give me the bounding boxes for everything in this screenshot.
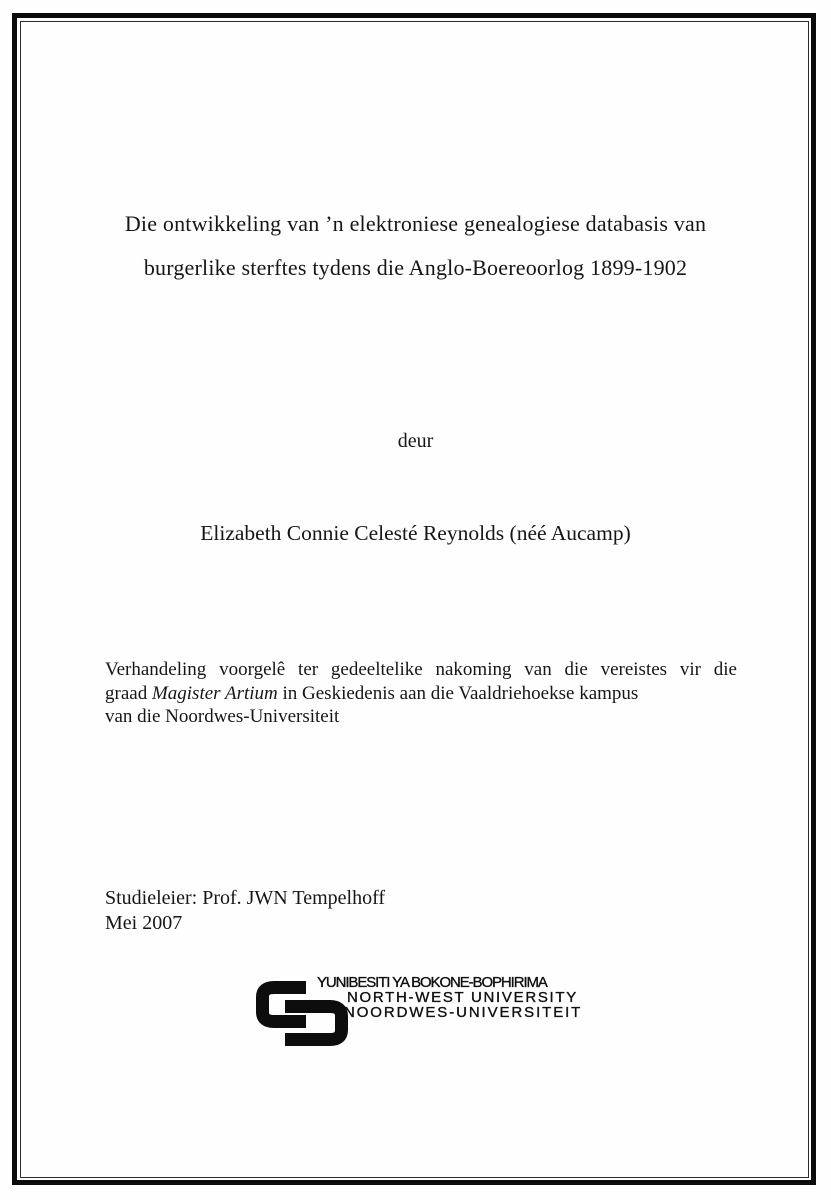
thesis-title bbox=[40, 202, 791, 290]
university-logo bbox=[253, 968, 593, 1053]
degree-statement bbox=[105, 658, 737, 729]
thesis-title-line1: Die ontwikkeling van ’n elektroniese genealogiese databasis van bbox=[124, 211, 707, 236]
logo-text-english: NORTH-WEST UNIVERSITY bbox=[347, 989, 578, 1006]
logo-text-setswana: YUNIBESITI YA BOKONE-BOPHIRIMA bbox=[317, 974, 547, 991]
logo-text-afrikaans: NOORDWES-UNIVERSITEIT bbox=[344, 1004, 583, 1021]
supervisor-line: Studieleier: Prof. JWN Tempelhoff bbox=[105, 887, 386, 909]
degree-statement-line3: van die Noordwes-Universiteit bbox=[105, 706, 340, 727]
degree-statement-line1: Verhandeling voorgelê ter gedeeltelike nakoming van die vereistes vir die bbox=[105, 659, 737, 680]
byline-deur: deur bbox=[397, 430, 434, 452]
date-line: Mei 2007 bbox=[105, 912, 183, 934]
degree-name-italic: Magister Artium bbox=[151, 682, 278, 704]
degree-statement-line2 bbox=[105, 682, 737, 706]
degree-statement-line2-pre: graad bbox=[105, 682, 152, 704]
degree-statement-line2-post: in Geskiedenis aan die Vaaldriehoekse kampus bbox=[277, 682, 639, 704]
supervisor-block bbox=[105, 886, 385, 936]
author-name: Elizabeth Connie Celesté Reynolds (néé Aucamp) bbox=[200, 521, 631, 545]
thesis-title-line2: burgerlike sterftes tydens die Anglo-Boereoorlog 1899-1902 bbox=[143, 255, 688, 280]
